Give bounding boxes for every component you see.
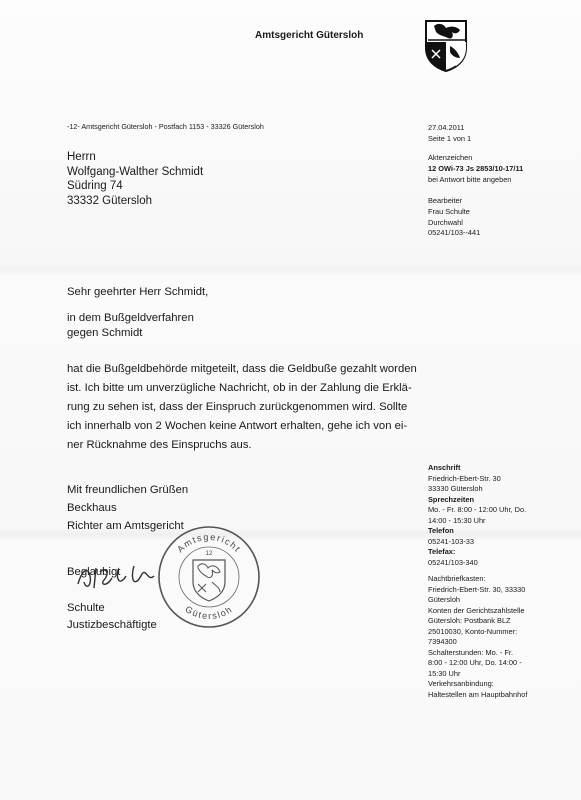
recipient-address: [67, 150, 203, 208]
account-line: 25010030, Konto-Nummer:: [428, 626, 518, 636]
reference-note: bei Antwort bitte angeben: [428, 174, 512, 184]
paragraph-line: ich innerhalb von 2 Wochen keine Antwort erhalten, gehe ich von ei-: [67, 420, 408, 432]
nightbox-label: Nachtbriefkasten:: [428, 574, 486, 583]
coat-of-arms-icon: [422, 18, 470, 72]
nightbox-line: Friedrich-Ebert-Str. 30, 33330: [428, 584, 526, 594]
sender-line: -12- Amtsgericht Gütersloh - Postfach 1153 - 33326 Gütersloh: [67, 122, 264, 131]
phone-label: Telefon: [428, 526, 454, 535]
signer-name: Beckhaus: [67, 502, 117, 515]
reference-number: 12 OWi-73 Js 2853/10-17/11: [428, 163, 524, 173]
direct-dial-label: Durchwahl: [428, 217, 463, 227]
date-block: [428, 123, 471, 145]
counter-hours-line: Schalterstunden: Mo. - Fr.: [428, 647, 514, 657]
matter-line: in dem Bußgeldverfahren: [67, 312, 194, 324]
fax-label: Telefax:: [428, 547, 456, 556]
reference-label: Aktenzeichen: [428, 153, 473, 162]
clerk-block: [428, 196, 480, 239]
signer-title: Richter am Amtsgericht: [67, 520, 184, 533]
clerk-label: Bearbeiter: [428, 196, 463, 205]
body-paragraph: [67, 360, 417, 455]
counter-hours-line: 8:00 - 12:00 Uhr, Do. 14:00 -: [428, 658, 522, 667]
recipient-salutation: Herrn: [67, 151, 96, 163]
matter-line: gegen Schmidt: [67, 327, 143, 339]
reference-block: [428, 153, 523, 185]
address-label: Anschrift: [428, 463, 461, 472]
direct-dial-number: 05241/103--441: [428, 228, 481, 238]
address-line: 33330 Gütersloh: [428, 484, 483, 493]
accounts-label: Konten der Gerichtszahlstelle: [428, 605, 525, 615]
paragraph-line: ist. Ich bitte um unverzügliche Nachricht, ob in der Zahlung die Erklä-: [67, 382, 412, 394]
court-name: Amtsgericht Gütersloh: [255, 30, 364, 41]
account-line: Gütersloh: Postbank BLZ: [428, 616, 511, 625]
address-line: Friedrich-Ebert-Str. 30: [428, 473, 501, 483]
nightbox-line: Gütersloh: [428, 595, 461, 604]
account-line: 7394300: [428, 637, 457, 646]
closing-phrase: Mit freundlichen Grüßen: [67, 484, 189, 496]
paragraph-line: hat die Bußgeldbehörde mitgeteilt, dass die Geldbuße gezahlt worden: [67, 363, 417, 375]
official-seal-stamp: [156, 524, 262, 630]
paragraph-line: ner Rücknahme des Einspruchs aus.: [67, 439, 252, 451]
transit-label: Verkehrsanbindung:: [428, 679, 494, 688]
phone-number: 05241-103-33: [428, 536, 475, 546]
certified-label: Beglaubigt: [67, 566, 121, 578]
hours-label: Sprechzeiten: [428, 494, 475, 504]
page-count: Seite 1 von 1: [428, 133, 472, 143]
court-contact-info: [428, 463, 578, 700]
svg-text:Gütersloh: Gütersloh: [183, 603, 235, 622]
certifier-name: Schulte: [67, 601, 105, 614]
recipient-street: Südring 74: [67, 180, 123, 192]
certifier-title: Justizbeschäftigte: [67, 619, 157, 631]
paragraph-line: rung zu sehen ist, dass der Einspruch zurückgenommen wird. Sollte: [67, 401, 408, 413]
letter-date: 27.04.2011: [428, 123, 465, 132]
handwritten-signature: [76, 562, 168, 592]
greeting: Sehr geehrter Herr Schmidt,: [67, 286, 209, 298]
recipient-city: 33332 Gütersloh: [67, 194, 153, 207]
svg-text:Amtsgericht: Amtsgericht: [175, 531, 244, 555]
hours-line: Mo. - Fr. 8:00 - 12:00 Uhr, Do.: [428, 505, 527, 514]
svg-text:12: 12: [205, 551, 213, 557]
recipient-name: Wolfgang-Walther Schmidt: [67, 165, 204, 178]
counter-hours-line: 15:30 Uhr: [428, 668, 461, 678]
fax-number: 05241/103-340: [428, 557, 478, 567]
transit-info: Haltestellen am Hauptbahnhof: [428, 689, 528, 699]
hours-line: 14:00 - 15:30 Uhr: [428, 515, 486, 525]
clerk-name: Frau Schulte: [428, 206, 470, 216]
matter-block: [67, 311, 194, 341]
